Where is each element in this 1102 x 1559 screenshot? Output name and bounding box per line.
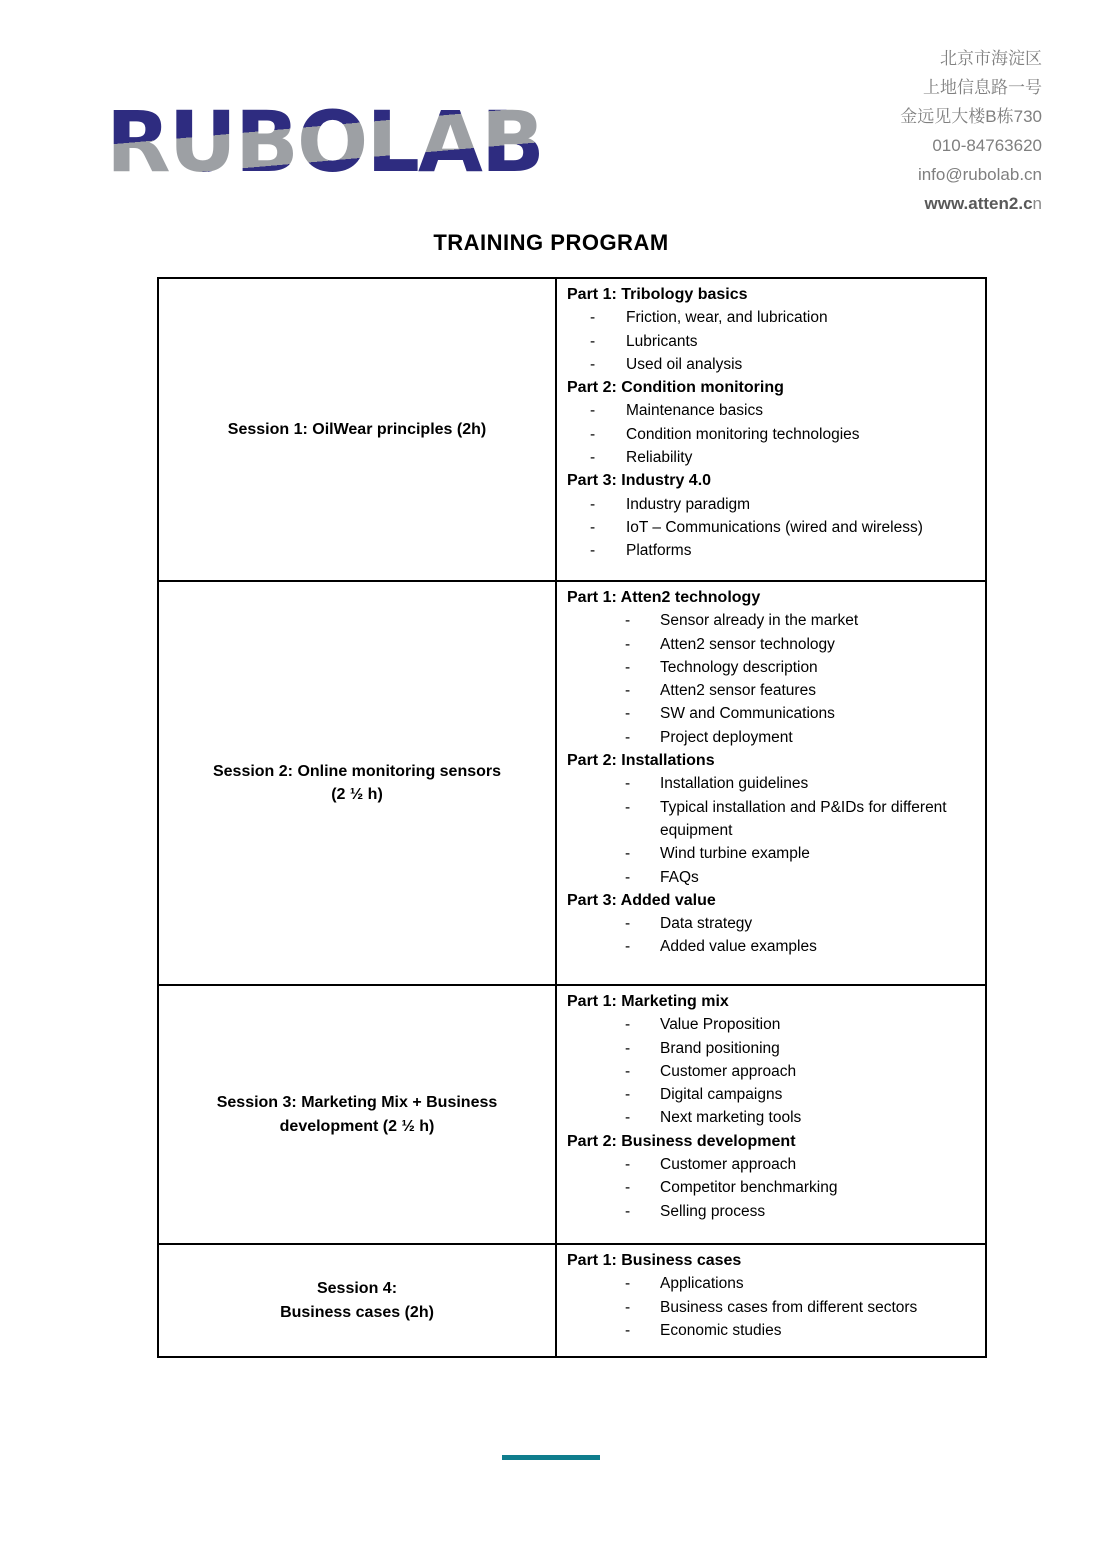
website-text-tail: n [1032, 194, 1042, 213]
bullet-item: - Reliability [567, 446, 977, 469]
session-title: (2 ½ h) [331, 786, 383, 803]
bullet-item: - Atten2 sensor technology [567, 633, 977, 656]
bullet-item: - Customer approach [567, 1060, 977, 1083]
bullet-item: - Digital campaigns [567, 1083, 977, 1106]
contact-line-email: info@rubolab.cn [917, 165, 1042, 184]
bullet-item: - Maintenance basics [567, 399, 977, 422]
part-heading: Part 3: Added value [567, 891, 716, 909]
bullet-item: - FAQs [567, 866, 977, 889]
bullet-list [567, 493, 977, 563]
session-cell [159, 582, 555, 984]
contact-line-district: 北京市海淀区 [940, 49, 1042, 68]
session-detail-cell [555, 986, 985, 1243]
bullet-item: - Condition monitoring technologies [567, 423, 977, 446]
bullet-item: - Next marketing tools [567, 1106, 977, 1129]
bullet-list [567, 609, 977, 749]
bullet-item: - Industry paradigm [567, 493, 977, 516]
bullet-item: - Customer approach [567, 1153, 977, 1176]
part-heading: Part 2: Business development [567, 1132, 796, 1150]
part-heading: Part 1: Business cases [567, 1252, 742, 1269]
part-heading: Part 1: Marketing mix [567, 993, 729, 1010]
session-cell [159, 986, 555, 1243]
bullet-list [567, 1153, 977, 1223]
footer-divider [502, 1455, 600, 1460]
bullet-item: - Typical installation and P&IDs for different equipment [567, 796, 977, 843]
bullet-item: - Friction, wear, and lubrication [567, 306, 977, 329]
bullet-item: - Lubricants [567, 330, 977, 353]
bullet-item: - SW and Communications [567, 702, 977, 725]
bullet-list [567, 1013, 977, 1129]
session-detail-cell [555, 582, 985, 984]
bullet-item: - Sensor already in the market [567, 609, 977, 632]
table-row [159, 984, 985, 1243]
bullet-item: - Added value examples [567, 935, 977, 958]
bullet-item: - Used oil analysis [567, 353, 977, 376]
training-table [157, 277, 987, 1358]
session-detail-cell [555, 279, 985, 580]
bullet-list [567, 912, 977, 959]
session-cell [159, 1245, 555, 1356]
contact-line-street: 上地信息路一号 [923, 78, 1042, 97]
part-heading: Part 2: Condition monitoring [567, 379, 784, 397]
contact-line-building: 金远见大楼B栋730 [900, 107, 1042, 126]
bullet-item: - Applications [567, 1272, 977, 1295]
part-heading: Part 1: Tribology basics [567, 286, 748, 303]
bullet-item: - Technology description [567, 656, 977, 679]
part-heading: Part 3: Industry 4.0 [567, 472, 712, 490]
company-logo-text: RUBOLAB [106, 93, 543, 191]
session-title: Session 4: [316, 1280, 398, 1298]
bullet-item: - Atten2 sensor features [567, 679, 977, 702]
company-logo [106, 93, 543, 191]
contact-block [900, 44, 1042, 218]
session-title: development (2 ½ h) [279, 1117, 435, 1135]
bullet-item: - Platforms [567, 539, 977, 562]
bullet-item: - Wind turbine example [567, 842, 977, 865]
bullet-list [567, 306, 977, 376]
table-row [159, 1243, 985, 1356]
contact-line-phone: 010-84763620 [932, 136, 1042, 155]
session-cell [159, 279, 555, 580]
session-title: Session 2: Online monitoring sensors [212, 762, 502, 780]
bullet-item: - Installation guidelines [567, 772, 977, 795]
website-text-bold: www.atten2.c [924, 194, 1033, 213]
session-title: Session 3: Marketing Mix + Business [216, 1094, 498, 1112]
bullet-item: - Selling process [567, 1200, 977, 1223]
contact-line-website [900, 189, 1042, 218]
bullet-list [567, 772, 977, 888]
bullet-item: - Project deployment [567, 726, 977, 749]
session-title: Session 1: OilWear principles (2h) [227, 420, 487, 438]
bullet-item: - Data strategy [567, 912, 977, 935]
table-row [159, 580, 985, 984]
table-row [159, 279, 985, 580]
bullet-item: - Brand positioning [567, 1037, 977, 1060]
bullet-list [567, 399, 977, 469]
page-title: TRAINING PROGRAM [433, 230, 669, 255]
part-heading: Part 1: Atten2 technology [567, 589, 761, 606]
bullet-list [567, 1272, 977, 1342]
bullet-item: - Business cases from different sectors [567, 1296, 977, 1319]
bullet-item: - IoT – Communications (wired and wireless) [567, 516, 977, 539]
session-title: Business cases (2h) [280, 1303, 434, 1321]
bullet-item: - Value Proposition [567, 1013, 977, 1036]
bullet-item: - Competitor benchmarking [567, 1176, 977, 1199]
session-detail-cell [555, 1245, 985, 1356]
bullet-item: - Economic studies [567, 1319, 977, 1342]
part-heading: Part 2: Installations [567, 752, 715, 770]
